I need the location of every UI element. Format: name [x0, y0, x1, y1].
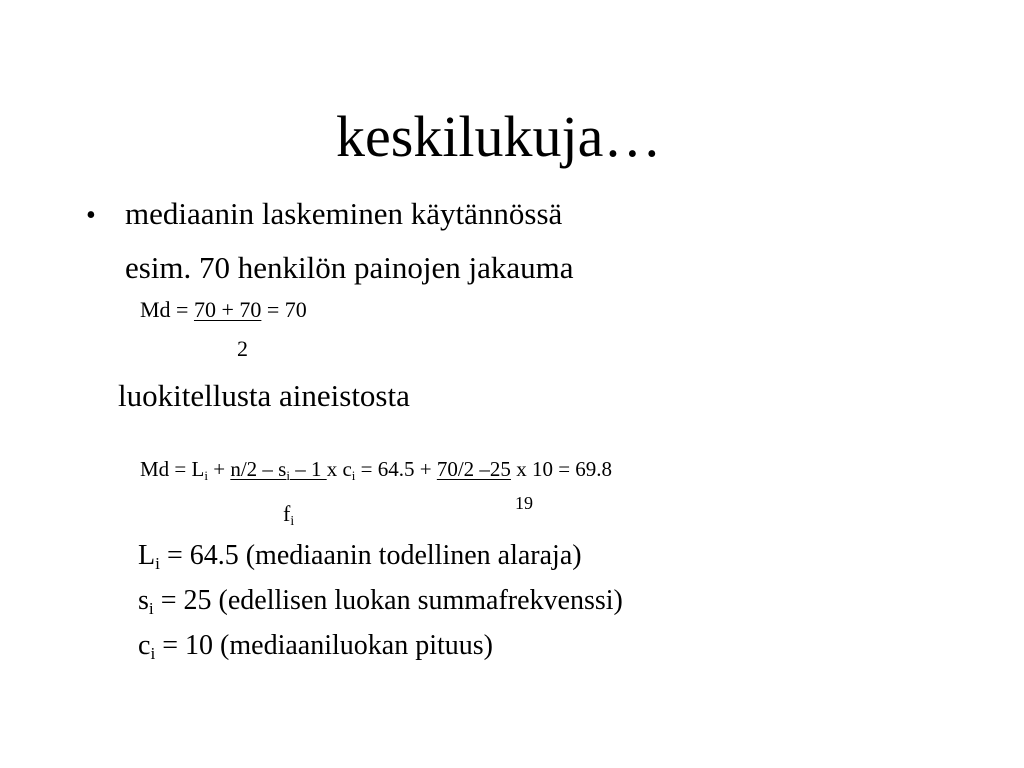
example-line: esim. 70 henkilön painojen jakauma: [125, 250, 574, 285]
definition-row: [138, 630, 493, 664]
def-sub: i: [148, 599, 154, 619]
md2-denom-f: f: [283, 501, 291, 526]
md2-times-c: x c: [326, 457, 352, 481]
md2-num-a-sub: i: [286, 467, 290, 483]
def-sub: i: [155, 554, 160, 574]
md2-denominator-f: [283, 501, 295, 529]
median-formula-simple: [140, 299, 307, 321]
md2-rest: x 10 = 69.8: [510, 457, 613, 481]
def-symbol: L: [138, 540, 156, 571]
md1-denominator: 2: [237, 336, 248, 361]
md2-plus: +: [207, 457, 231, 481]
md2-numerator-2: 70/2 –25: [436, 457, 511, 481]
md1-numerator: 70 + 70: [193, 297, 262, 322]
md2-numerator: [230, 457, 326, 481]
classified-heading: luokitellusta aineistosta: [118, 378, 410, 413]
md2-denominator-19: 19: [515, 493, 533, 513]
def-text: = 25 (edellisen luokan summafrekvenssi): [153, 585, 623, 616]
md2-lhs: Md = L: [140, 457, 205, 481]
md1-rhs: = 70: [261, 297, 307, 322]
def-symbol: s: [138, 585, 149, 616]
def-symbol: c: [138, 630, 151, 661]
md2-lhs-sub: i: [204, 467, 208, 483]
md2-num-b: – 1: [289, 457, 327, 481]
def-sub: i: [150, 644, 156, 664]
definition-row: [138, 585, 623, 619]
def-text: = 10 (mediaaniluokan pituus): [155, 630, 493, 661]
def-text: = 64.5 (mediaanin todellinen alaraja): [159, 540, 582, 571]
median-formula-classified: [140, 457, 613, 483]
md2-eq-mid: = 64.5 +: [355, 457, 437, 481]
md2-denom-f-sub: i: [290, 513, 295, 529]
md2-times-c-sub: i: [351, 467, 356, 483]
definition-row: [138, 540, 582, 574]
md2-num-a: n/2 – s: [230, 457, 287, 481]
bullet-marker: •: [86, 200, 96, 231]
slide-title: keskilukuja…: [336, 104, 662, 169]
bullet-text: mediaanin laskeminen käytännössä: [125, 196, 563, 231]
md1-lhs: Md =: [140, 297, 194, 322]
